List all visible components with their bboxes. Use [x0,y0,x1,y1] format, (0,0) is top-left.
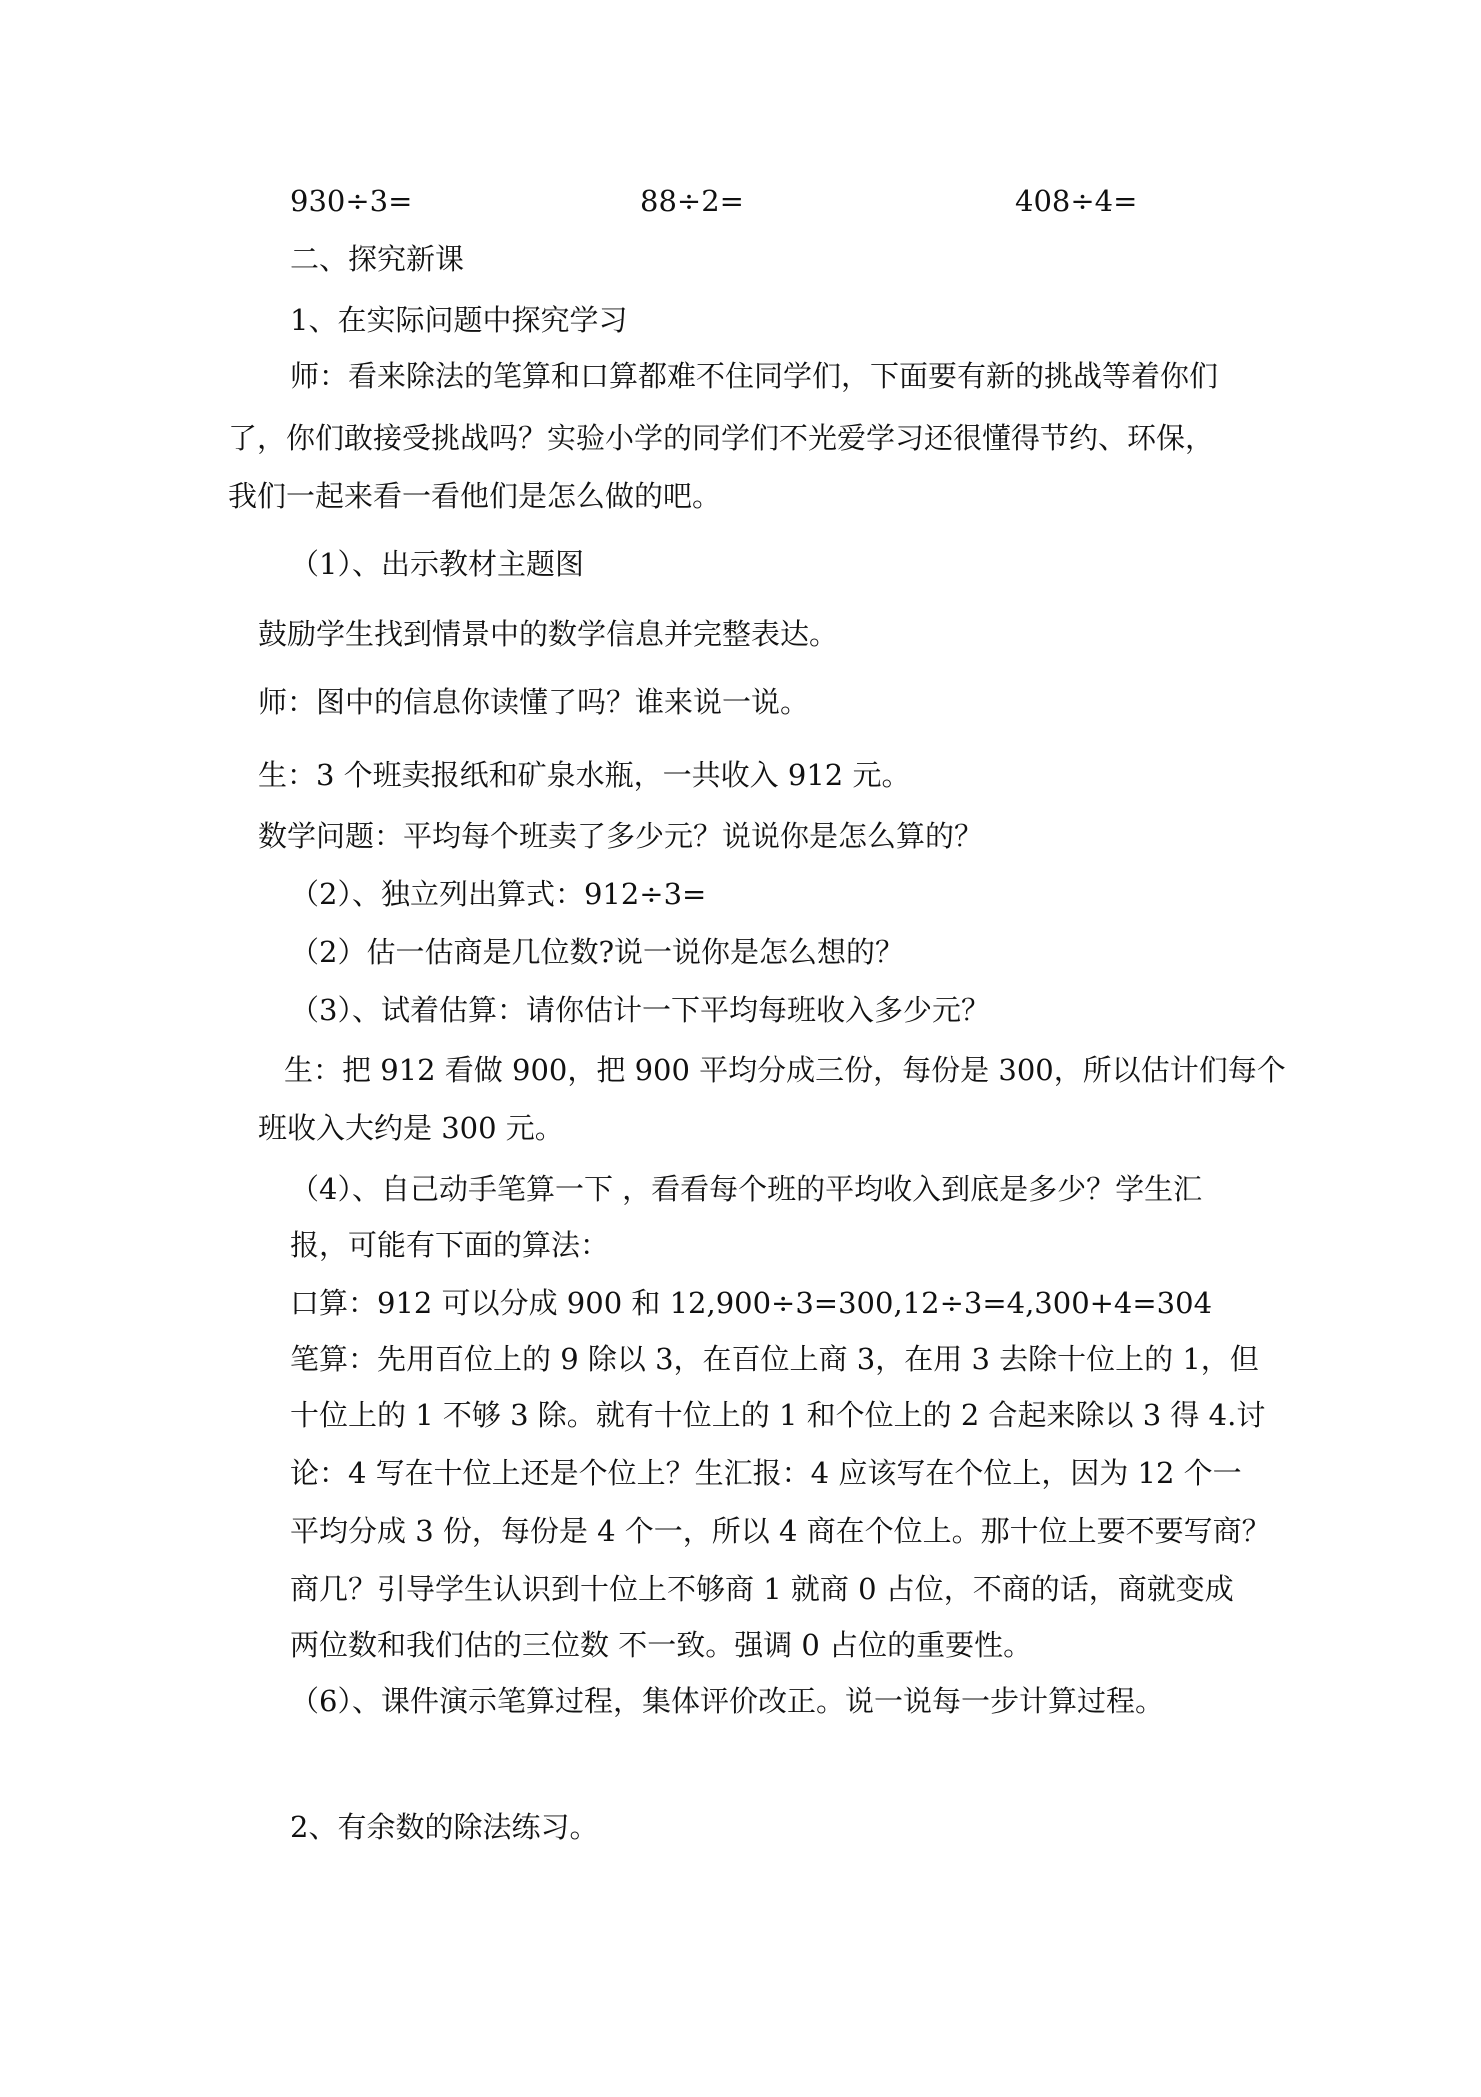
step-1: （1）、出示教材主题图 [290,547,584,581]
exercise-2: 88÷2= [640,184,744,218]
exercise-1: 930÷3= [290,184,413,218]
written-line-4: 平均分成 3 份，每份是 4 个一，所以 4 商在个位上。那十位上要不要写商？ [290,1514,1271,1548]
oral-calculation: 口算：912 可以分成 900 和 12,900÷3=300,12÷3=4,300+4=304 [290,1286,1213,1320]
student-estimate-line-2: 班收入大约是 300 元。 [258,1111,564,1145]
written-line-2: 十位上的 1 不够 3 除。就有十位上的 1 和个位上的 2 合起来除以 3 得 4.讨 [290,1398,1266,1432]
teacher-intro-line-1: 师：看来除法的笔算和口算都难不住同学们，下面要有新的挑战等着你们 [290,359,1219,393]
step-4-line-1: （4）、自己动手笔算一下 ，看看每个班的平均收入到底是多少？学生汇 [290,1172,1203,1206]
step-2: （2）、独立列出算式：912÷3= [290,877,707,911]
encourage-text: 鼓励学生找到情景中的数学信息并完整表达。 [258,617,839,651]
teacher-intro-line-2: 了，你们敢接受挑战吗？实验小学的同学们不光爱学习还很懂得节约、环保， [228,421,1215,455]
written-line-3: 论：4 写在十位上还是个位上？生汇报：4 应该写在个位上，因为 12 个一 [290,1456,1242,1490]
exercise-3: 408÷4= [1015,184,1138,218]
step-2b: （2）估一估商是几位数?说一说你是怎么想的？ [290,935,904,969]
teacher-question: 师：图中的信息你读懂了吗？谁来说一说。 [258,685,810,719]
math-question: 数学问题：平均每个班卖了多少元？说说你是怎么算的？ [258,819,984,853]
section-title: 二、探究新课 [290,242,465,276]
student-answer: 生：3 个班卖报纸和矿泉水瓶，一共收入 912 元。 [258,758,911,792]
sub-title: 1、在实际问题中探究学习 [290,303,628,337]
student-estimate-line-1: 生：把 912 看做 900，把 900 平均分成三份，每份是 300，所以估计们每个 [284,1053,1286,1087]
written-line-1: 笔算：先用百位上的 9 除以 3，在百位上商 3，在用 3 去除十位上的 1，但 [290,1342,1259,1376]
section-2-title: 2、有余数的除法练习。 [290,1810,599,1844]
teacher-intro-line-3: 我们一起来看一看他们是怎么做的吧。 [228,479,722,513]
step-4-line-2: 报，可能有下面的算法： [290,1228,610,1262]
step-3: （3）、试着估算：请你估计一下平均每班收入多少元？ [290,993,990,1027]
step-6: （6）、课件演示笔算过程，集体评价改正。说一说每一步计算过程。 [290,1684,1164,1718]
written-line-6: 两位数和我们估的三位数 不一致。强调 0 占位的重要性。 [290,1628,1033,1662]
written-line-5: 商几？引导学生认识到十位上不够商 1 就商 0 占位，不商的话，商就变成 [290,1572,1234,1606]
